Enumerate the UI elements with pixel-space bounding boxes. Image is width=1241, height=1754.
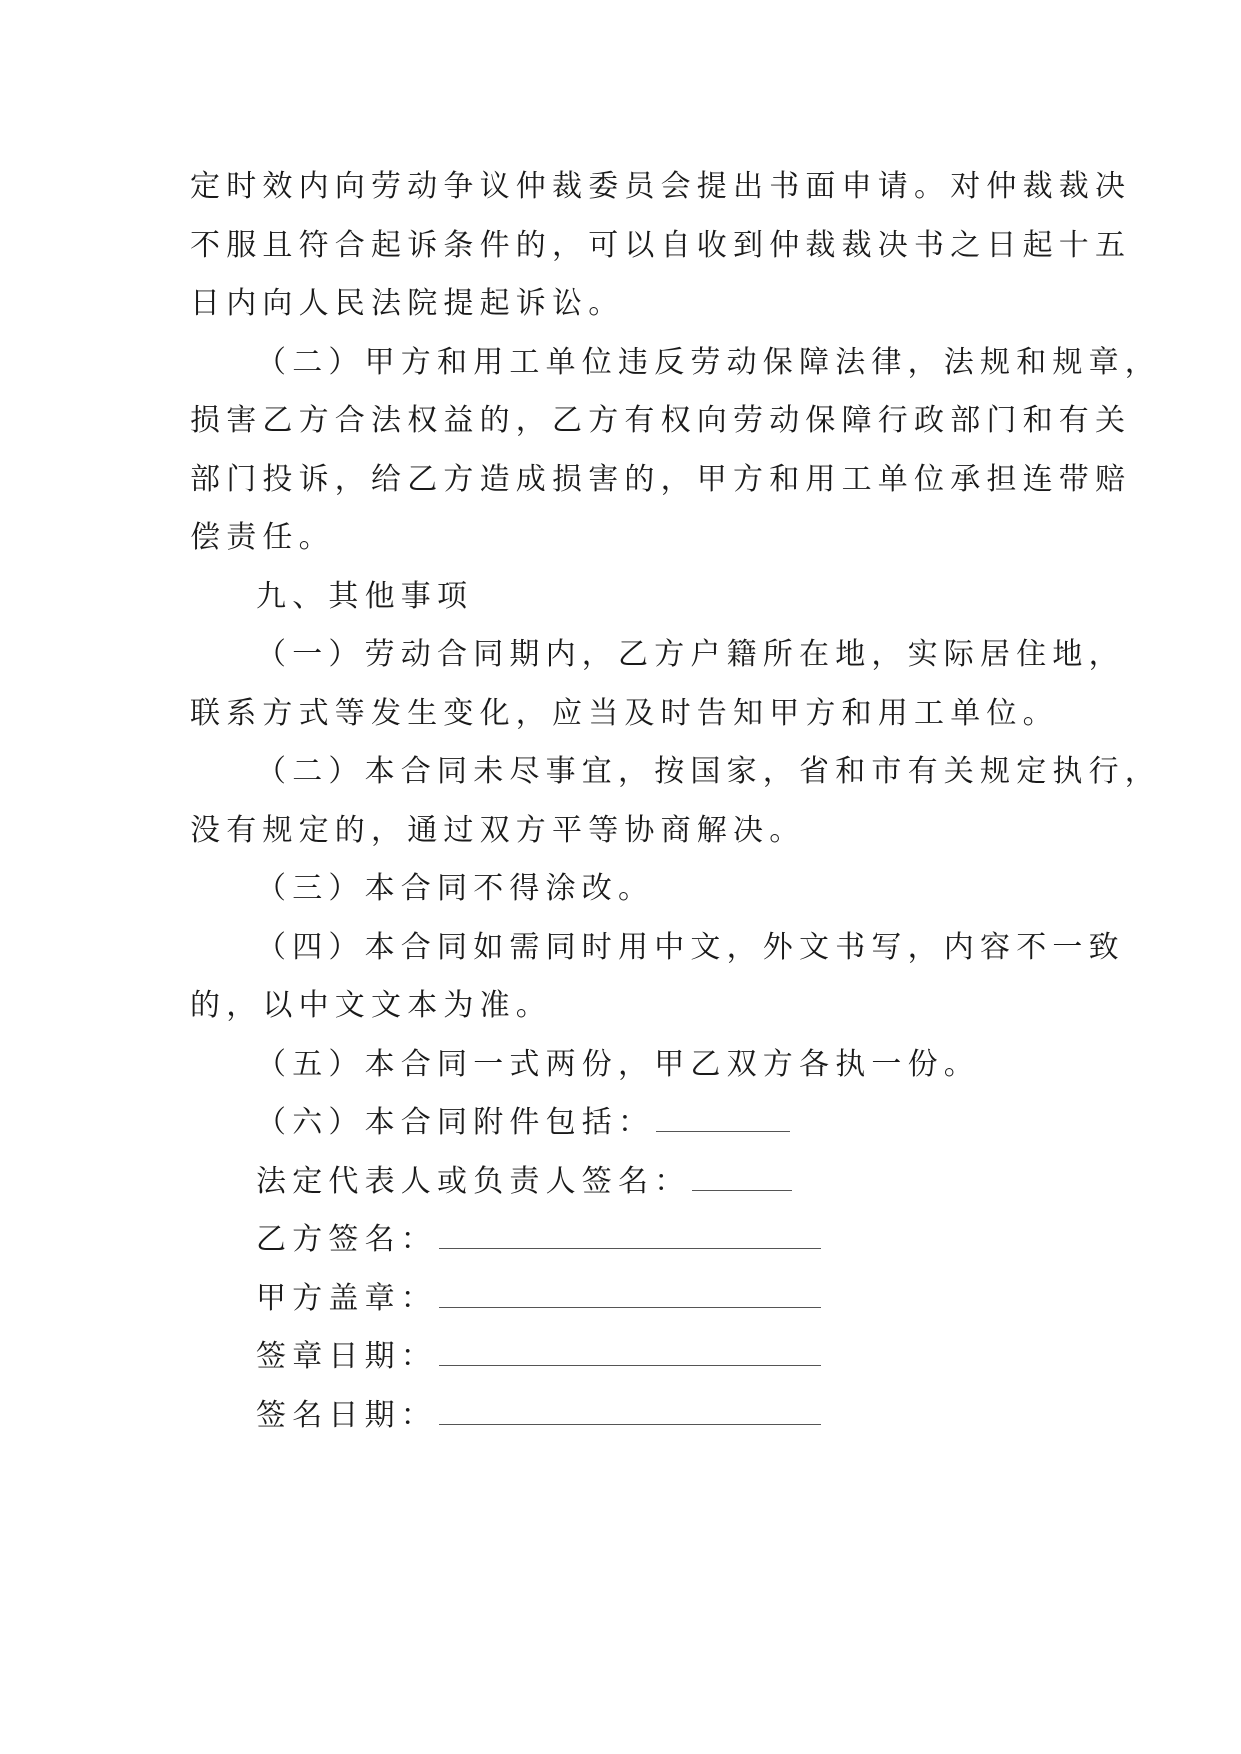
- sign-date-label: 签名日期：: [256, 1397, 437, 1433]
- paragraph-line: 不服且符合起诉条件的，可以自收到仲裁裁决书之日起十五: [190, 227, 1132, 263]
- paragraph-line: 定时效内向劳动争议仲裁委员会提出书面申请。对仲裁裁决: [190, 169, 1132, 204]
- sign-date-row: [190, 1387, 1070, 1446]
- section-heading: 九、其他事项: [256, 578, 474, 614]
- legal-rep-signature-label: 法定代表人或负责人签名：: [256, 1163, 691, 1199]
- list-item-line: 的，以中文文本为准。: [190, 988, 552, 1023]
- list-item-line: 没有规定的，通过双方平等协商解决。: [190, 812, 806, 848]
- sign-date-blank[interactable]: [439, 1400, 821, 1425]
- list-item-line: （二）本合同未尽事宜，按国家，省和市有关规定执行，: [256, 754, 1161, 789]
- list-item-line: （三）本合同不得涂改。: [256, 871, 655, 906]
- list-item-line: （四）本合同如需同时用中文，外文书写，内容不一致: [256, 929, 1125, 965]
- attachments-blank[interactable]: [656, 1107, 790, 1132]
- party-b-signature-row: [190, 1211, 1070, 1270]
- party-b-signature-label: 乙方签名：: [256, 1222, 437, 1257]
- paragraph-line: 日内向人民法院提起诉讼。: [190, 286, 625, 321]
- seal-date-label: 签章日期：: [256, 1339, 437, 1374]
- paragraph-line: 部门投诉，给乙方造成损害的，甲方和用工单位承担连带赔: [190, 461, 1132, 497]
- party-a-seal-blank[interactable]: [439, 1283, 821, 1308]
- attachments-label: （六）本合同附件包括：: [256, 1105, 655, 1140]
- party-b-signature-blank[interactable]: [439, 1224, 821, 1249]
- list-item-line: 联系方式等发生变化，应当及时告知甲方和用工单位。: [190, 695, 1059, 731]
- paragraph-line: 偿责任。: [190, 520, 335, 555]
- paragraph-line: （二）甲方和用工单位违反劳动保障法律，法规和规章，: [256, 344, 1161, 380]
- seal-date-blank[interactable]: [439, 1341, 821, 1366]
- legal-rep-signature-blank[interactable]: [692, 1166, 792, 1191]
- paragraph-line: 损害乙方合法权益的，乙方有权向劳动保障行政部门和有关: [190, 403, 1132, 438]
- attachments-row: [190, 1094, 1070, 1153]
- legal-rep-signature-row: [190, 1153, 1070, 1212]
- party-a-seal-label: 甲方盖章：: [256, 1280, 437, 1316]
- seal-date-row: [190, 1328, 1070, 1387]
- party-a-seal-row: [190, 1270, 1070, 1329]
- list-item-line: （一）劳动合同期内，乙方户籍所在地，实际居住地，: [256, 637, 1125, 672]
- list-item-line: （五）本合同一式两份，甲乙双方各执一份。: [256, 1046, 980, 1082]
- document-body: [190, 158, 1161, 1445]
